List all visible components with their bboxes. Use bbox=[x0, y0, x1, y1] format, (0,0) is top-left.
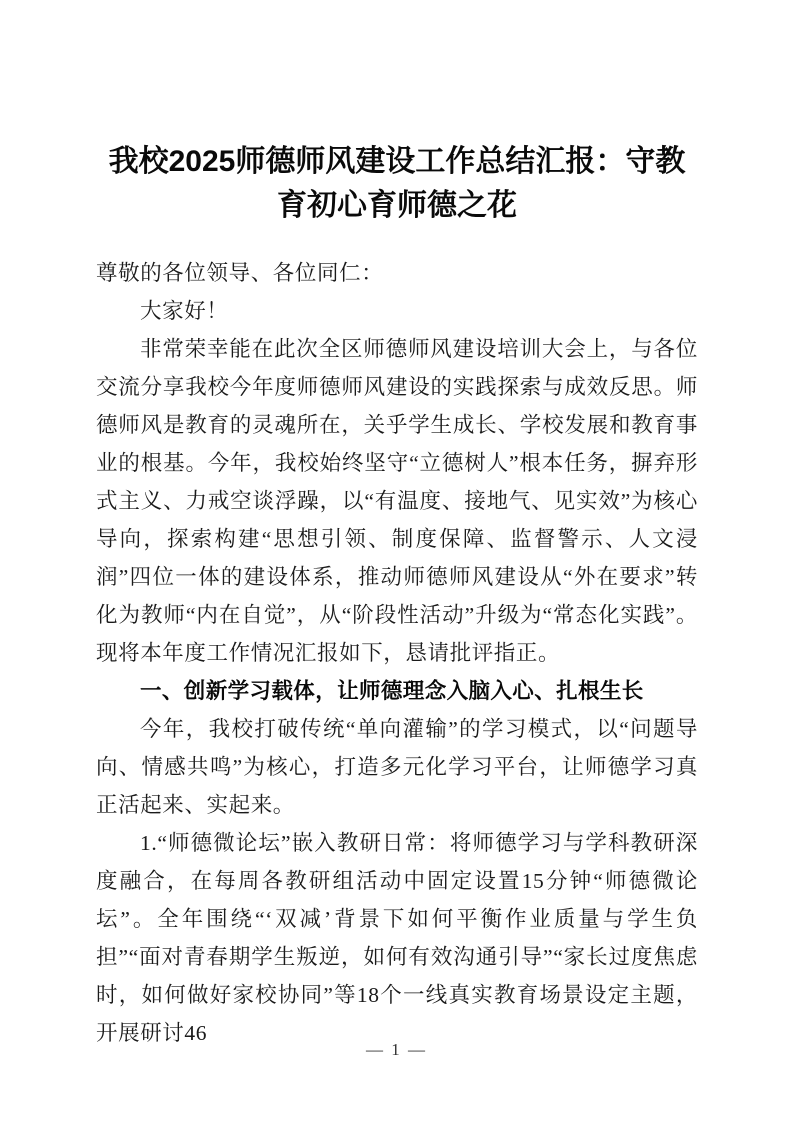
section-heading-1: 一、创新学习载体，让师德理念入脑入心、扎根生长 bbox=[140, 679, 644, 703]
greeting-line: 大家好！ bbox=[140, 299, 229, 323]
page-title: 我校2025师德师风建设工作总结汇报：守教育初心育师德之花 bbox=[108, 145, 686, 222]
paragraph-intro: 非常荣幸能在此次全区师德师风建设培训大会上，与各位交流分享我校今年度师德师风建设的实践探索与成效反思。师德师风是教育的灵魂所在，关乎学生成长、学校发展和教育事业的根基。今年，我校始终坚守“立德树人”根本任务，摒弃形式主义、力戒空谈浮躁，以“有温度、接地气、见实效”为核心导向，探索构建“思想引领、制度保障、监督警示、人文浸润”四位一体的建设体系，推动师德师风建设从“外在要求”转化为教师“内在自觉”，从“阶段性活动”升级为“常态化实践”。现将本年度工作情况汇报如下，恳请批评指正。 bbox=[96, 337, 698, 665]
section-1-paragraph-2: 1.“师德微论坛”嵌入教研日常：将师德学习与学科教研深度融合，在每周各教研组活动中固定设置15分钟“师德微论坛”。全年围绕“‘双减’背景下如何平衡作业质量与学生负担”“面对青春期学生叛逆，如何有效沟通引导”“家长过度焦虑时，如何做好家校协同”等18个一线真实教育场景设定主题，开展研讨46 bbox=[96, 831, 698, 1045]
salutation-line: 尊敬的各位领导、各位同仁： bbox=[96, 261, 384, 285]
document-content bbox=[96, 0, 698, 1052]
section-1-paragraph-1: 今年，我校打破传统“单向灌输”的学习模式，以“问题导向、情感共鸣”为核心，打造多元化学习平台，让师德学习真正活起来、实起来。 bbox=[96, 717, 698, 817]
page-number-footer: — 1 — bbox=[366, 1040, 427, 1059]
document-body bbox=[96, 254, 698, 1052]
